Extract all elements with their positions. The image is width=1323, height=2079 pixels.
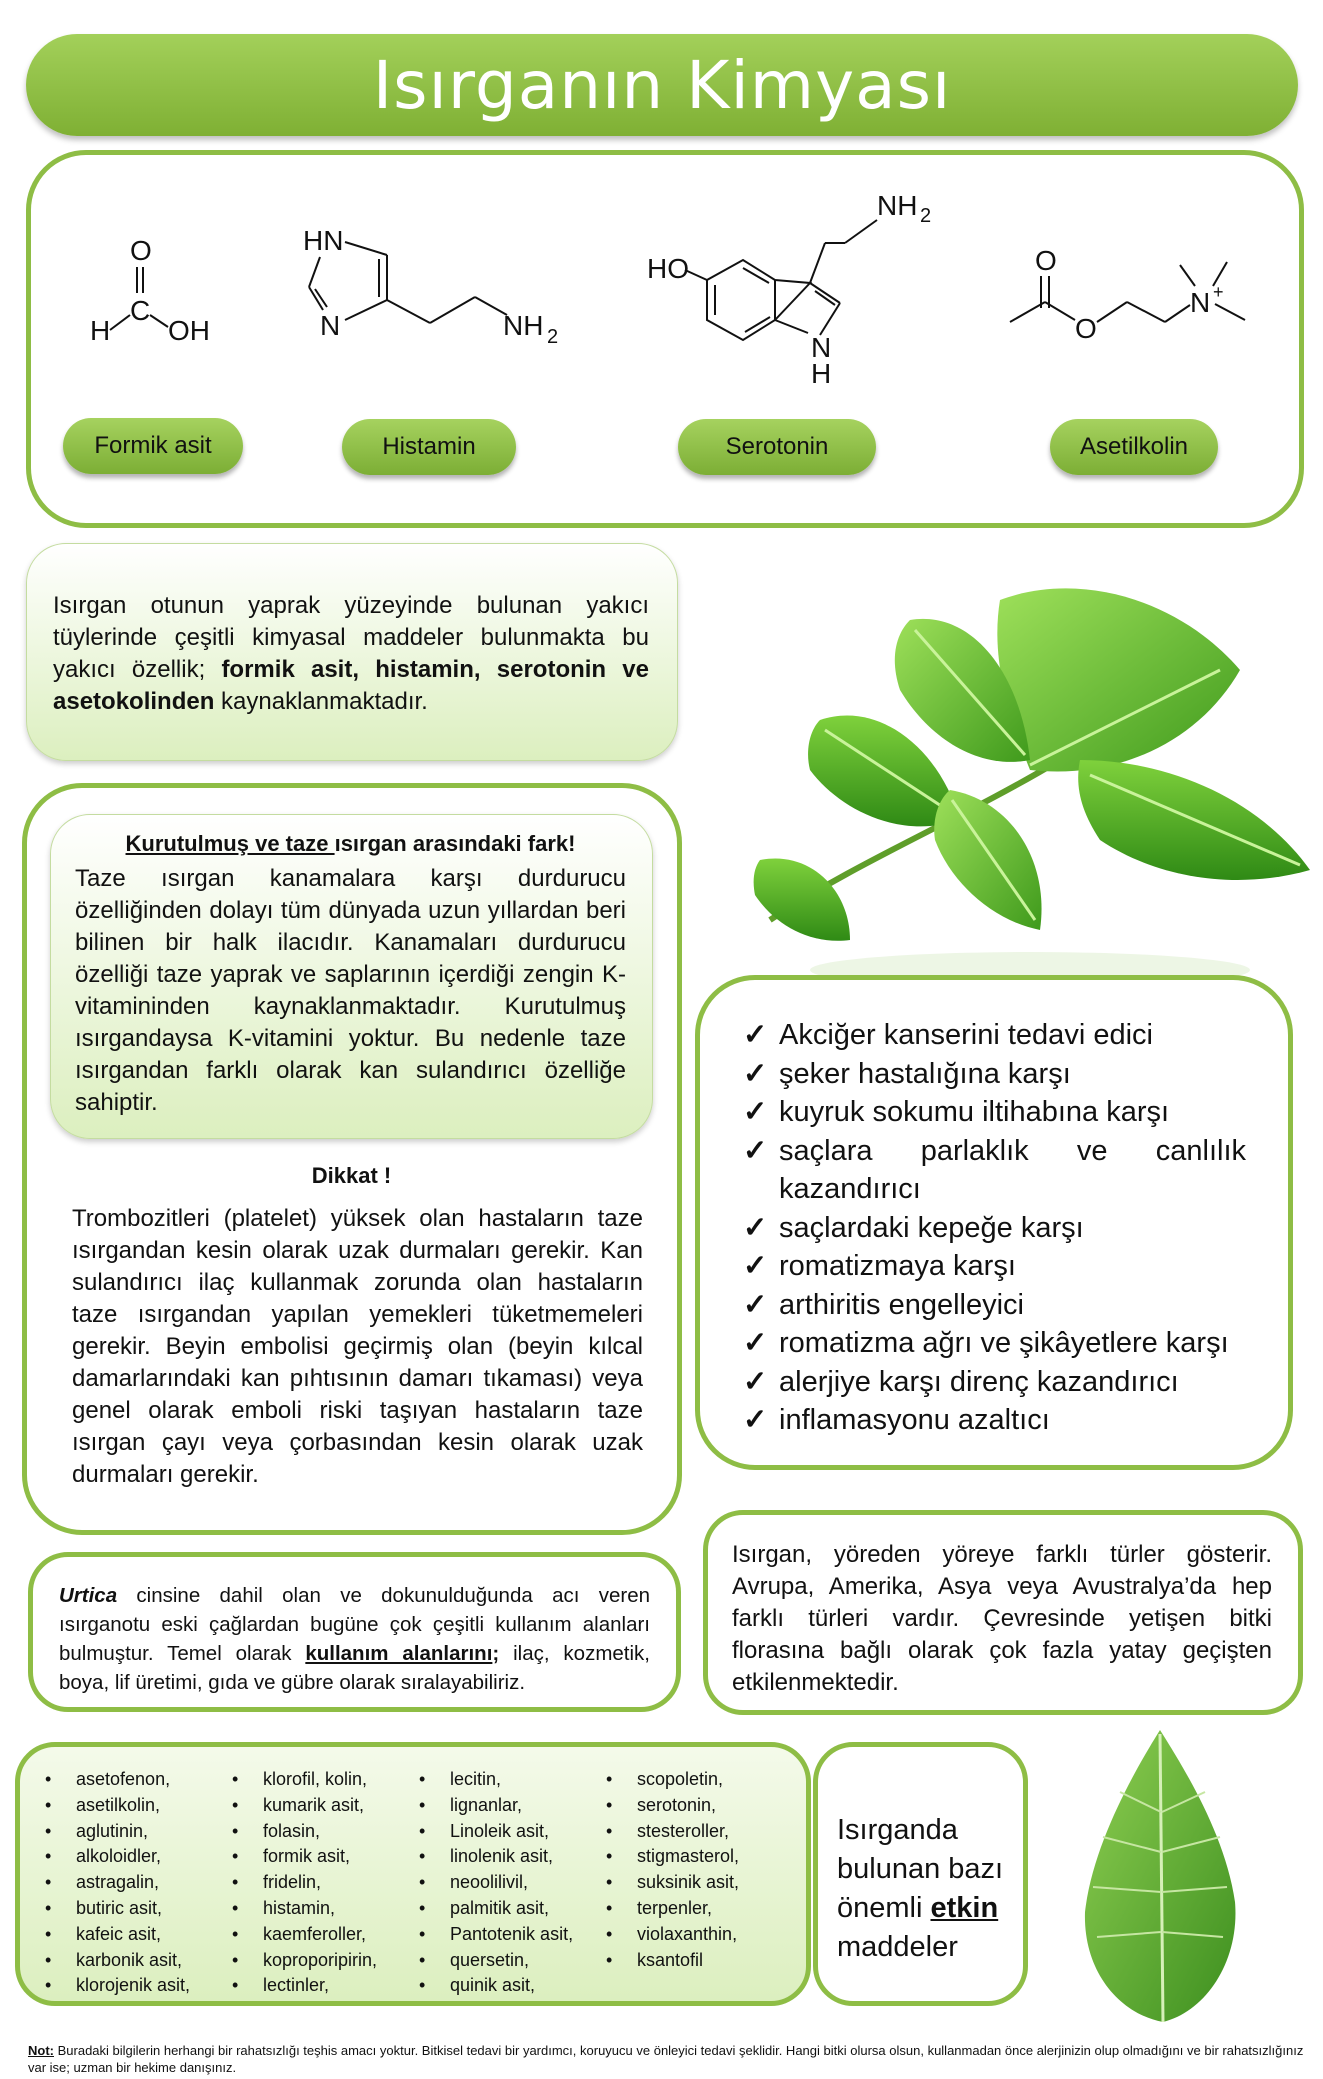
molecule-label-serotonin: Serotonin [678,419,876,475]
list-item: • asetofenon, [39,1767,226,1793]
species-box [703,1510,1303,1715]
atom-n-charge: + [1213,282,1224,302]
atom-nh2-subscript: 2 [547,326,559,348]
list-item: • violaxanthin, [600,1922,787,1948]
warning-heading: Dikkat ! [311,1163,392,1188]
atom-o-ester: O [1075,313,1097,344]
page-title: Isırganın Kimyası [372,46,952,124]
urtica-box [28,1552,681,1712]
list-item: • alkoloidler, [39,1844,226,1870]
list-item: ✓ romatizmaya karşı [743,1247,1246,1286]
substances-box [15,1742,811,2006]
list-item: • histamin, [226,1896,413,1922]
atom-ho: HO [647,253,689,284]
urtica-text: Urtica cinsine dahil olan ve dokunulduğunda acı veren ısırganotu eski çağlardan bugüne çok çeşitli kullanım alanları bulmuştur. Temel olarak kullanım alanlarını; ilaç, kozmetik, boya, lif üretimi, gıda ve gübre olarak sıralayabiliriz. [59,1584,650,1694]
list-item: ✓ kuyruk sokumu iltihabına karşı [743,1093,1246,1132]
molecule-label-formic-acid: Formik asit [63,418,243,474]
list-item: • klorojenik asit, [39,1973,226,1999]
list-item: ✓ romatizma ağrı ve şikâyetlere karşı [743,1324,1246,1363]
list-item: • kafeic asit, [39,1922,226,1948]
acetylcholine-structure [1005,240,1255,350]
atom-h: H [90,315,111,346]
atom-nh2-subscript: 2 [920,205,932,227]
list-item: • aglutinin, [39,1819,226,1845]
list-item: ✓ Akciğer kanserini tedavi edici [743,1016,1246,1055]
molecule-label-histamine: Histamin [342,419,516,475]
list-item: • stigmasterol, [600,1844,787,1870]
list-item: • fridelin, [226,1870,413,1896]
substances-label-box [813,1742,1028,2006]
serotonin-structure [645,185,945,385]
formic-acid-structure [80,225,240,355]
list-item: ✓ saçlara parlaklık ve canlılık kazandırıcı [743,1132,1246,1209]
list-item: • quinik asit, [413,1973,600,1999]
nettle-plant-image [700,560,1320,1000]
atom-o: O [130,235,152,266]
list-item: • ksantofil [600,1948,787,1974]
list-item: ✓ şeker hastalığına karşı [743,1055,1246,1094]
atom-c: C [130,295,151,326]
list-item: • terpenler, [600,1896,787,1922]
list-item: • stesteroller, [600,1819,787,1845]
atom-nh2: NH [877,190,918,221]
atom-o-carbonyl: O [1035,245,1057,276]
list-item: • linolenik asit, [413,1844,600,1870]
list-item: ✓ arthiritis engelleyici [743,1286,1246,1325]
list-item: • palmitik asit, [413,1896,600,1922]
list-item: • scopoletin, [600,1767,787,1793]
footer-note: Not: Buradaki bilgilerin herhangi bir rahatsızlığı teşhis amacı yoktur. Bitkisel tedavi bir yardımcı, koruyucu ve önleyici tedavi şeklidir. Hangi bitki olursa olsun, kullanmadan önce alerjinizin olup olmadığını ve bir rahatsızlığınız var ise; uzman bir hekime danışınız. [28,2043,1304,2075]
substances-column-3 [413,1767,600,1999]
list-item: • lignanlar, [413,1793,600,1819]
list-item: ✓ alerjiye karşı direnç kazandırıcı [743,1363,1246,1402]
list-item: • klorofil, kolin, [226,1767,413,1793]
list-item: • folasin, [226,1819,413,1845]
list-item: ✓ saçlardaki kepeğe karşı [743,1209,1246,1248]
substances-column-4 [600,1767,787,1999]
substances-column-1 [39,1767,226,1999]
list-item: • karbonik asit, [39,1948,226,1974]
list-item: • butiric asit, [39,1896,226,1922]
substances-label: Isırganda bulunan bazı önemli etkin maddeler [837,1814,1004,1963]
list-item: • quersetin, [413,1948,600,1974]
nettle-leaf-image [1075,1722,1245,2034]
atom-hn: HN [303,225,344,256]
list-item: • formik asit, [226,1844,413,1870]
difference-box [50,814,653,1139]
list-item: • lecitin, [413,1767,600,1793]
difference-heading: Kurutulmuş ve taze ısırgan arasındaki fark! [125,831,576,856]
warning-text: Trombozitleri (platelet) yüksek olan hastaların taze ısırgandan kesin olarak uzak durmaları gerekir. Kan sulandırıcı ilaç kullanmak zorunda olan hastaların taze ısırgandan yapılan yemekleri tüketmemeleri gerekir. Beyin embolisi geçirmiş olan (beyin kılcal damarlarındaki kan pıhtısının damarı tıkaması) veya genel olarak emboli riski taşıyan hastaların taze ısırgan çayı veya çorbasından kesin olarak uzak durmaları gerekir. [72,1205,643,1488]
atom-h: H [811,358,832,385]
list-item: ✓ inflamasyonu azaltıcı [743,1401,1246,1440]
benefits-panel [695,975,1293,1470]
atom-n: N [1190,287,1211,318]
atom-n: N [811,332,832,363]
species-text: Isırgan, yöreden yöreye farklı türler gösterir. Avrupa, Amerika, Asya veya Avustralya’da hep farklı türleri vardır. Çevresinde yetişen bitki florasına bağlı olarak çok fazla yatay geçişten etkilenmektedir. [732,1541,1272,1696]
list-item: • koproporipirin, [226,1948,413,1974]
list-item: • neoolilivil, [413,1870,600,1896]
list-item: • asetilkolin, [39,1793,226,1819]
list-item: • kaemferoller, [226,1922,413,1948]
list-item: • Linoleik asit, [413,1819,600,1845]
atom-oh: OH [168,315,210,346]
list-item: • astragalin, [39,1870,226,1896]
difference-text: Taze ısırgan kanamalara karşı durdurucu özelliğinden dolayı tüm dünyada uzun yıllardan beri bilinen bir halk ilacıdır. Kanamaları durdurucu özelliği taze yaprak ve saplarının içerdiği zengin K-vitamininden kaynaklanmaktadır. Kurutulmuş ısırgandaysa K-vitamini yoktur. Bu nedenle taze ısırgandan farklı olarak kan sulandırıcı özelliğe sahiptir. [75,865,626,1116]
atom-nh2: NH [503,310,544,341]
title-banner [26,34,1298,136]
list-item: • lectinler, [226,1973,413,1999]
list-item: • kumarik asit, [226,1793,413,1819]
list-item: • serotonin, [600,1793,787,1819]
list-item: • Pantotenik asit, [413,1922,600,1948]
atom-n: N [320,310,341,341]
list-item: • suksinik asit, [600,1870,787,1896]
benefits-list [743,1016,1246,1440]
substances-column-2 [226,1767,413,1999]
intro-text: Isırgan otunun yaprak yüzeyinde bulunan yakıcı tüylerinde çeşitli kimyasal maddeler bulunmakta bu yakıcı özellik; formik asit, histamin, serotonin ve asetokolinden kaynaklanmaktadır. [53,592,649,715]
intro-box [26,543,678,761]
histamine-structure [295,215,585,355]
molecule-label-acetylcholine: Asetilkolin [1050,419,1218,475]
